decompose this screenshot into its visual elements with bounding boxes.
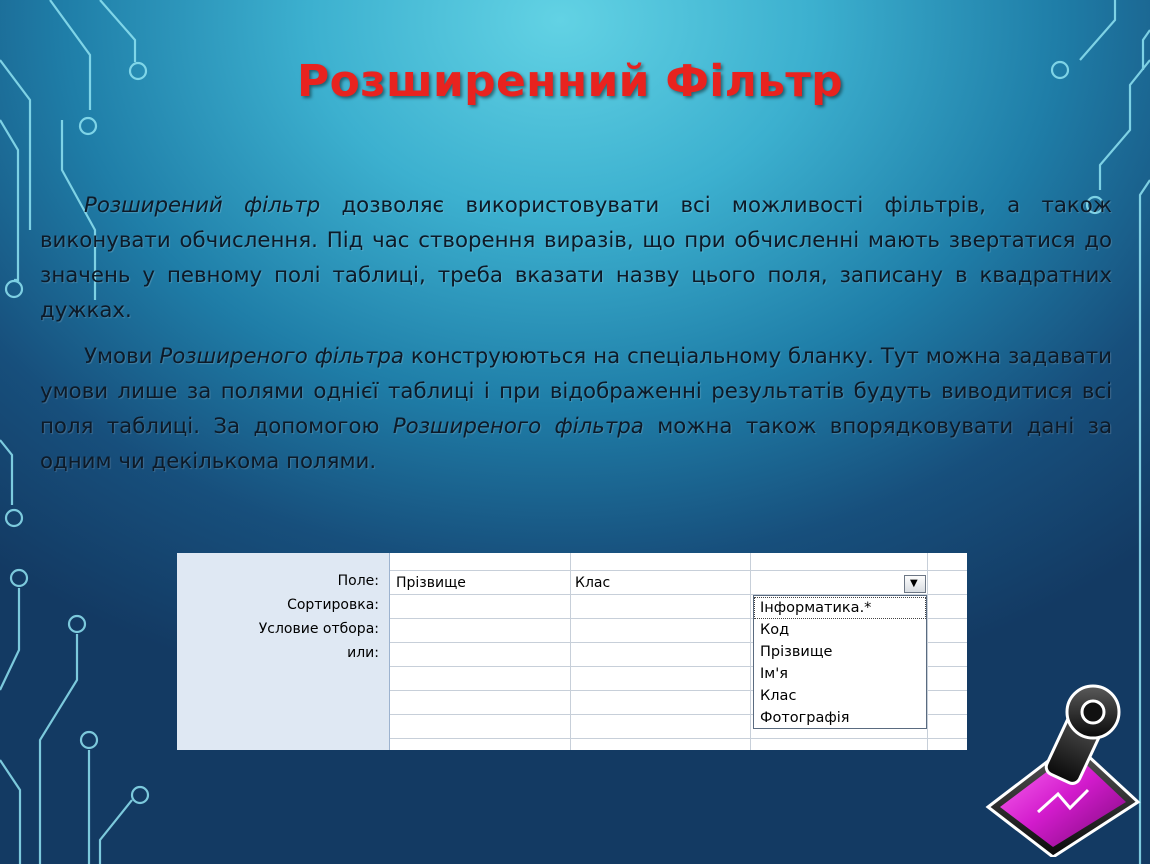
body-text (40, 188, 1112, 490)
paragraph-1-text: дозволяє використовувати всі можливості фільтрів, а також виконувати обчислення. Під час створення виразів, що при обчисленні мають звертатися до значень у певному полі таблиці, треба вказати назву цього поля, записану в квадратних дужках. (40, 193, 1112, 323)
paragraph-1-italic: Розширений фільтр (84, 193, 321, 218)
row-label-field: Поле: (337, 573, 379, 589)
dropdown-option[interactable]: Прізвище (760, 644, 833, 660)
dropdown-option[interactable]: Код (760, 622, 790, 638)
dropdown-option[interactable]: Інформатика.* (754, 597, 926, 619)
dropdown-option[interactable]: Фотографія (760, 710, 850, 726)
dropdown-option[interactable]: Клас (760, 688, 797, 704)
field-cell-2[interactable]: Клас (575, 575, 611, 591)
field-dropdown-list[interactable] (753, 595, 927, 729)
field-cell-1[interactable]: Прізвище (396, 575, 466, 591)
chevron-down-icon: ▼ (910, 578, 918, 589)
key-icon (978, 682, 1143, 857)
filter-design-grid (177, 553, 967, 750)
row-label-sort: Сортировка: (287, 597, 379, 613)
paragraph-2 (40, 339, 1112, 479)
paragraph-2-italic-2: Розширеного фільтра (392, 414, 644, 439)
field-dropdown-button[interactable] (904, 575, 926, 593)
paragraph-1 (40, 188, 1112, 328)
paragraph-2-italic-1: Розширеного фільтра (159, 344, 404, 369)
dropdown-option[interactable]: Ім'я (760, 666, 788, 682)
slide-title: Розширенний Фільтр (297, 56, 843, 107)
row-label-or: или: (347, 645, 379, 661)
paragraph-2-part-3: можна також впорядковувати дані за одним чи декількома полями. (40, 414, 1113, 474)
row-labels-panel (177, 553, 390, 750)
row-label-criteria: Условие отбора: (258, 621, 379, 637)
paragraph-2-part-2: конструюються на спеціальному бланку. Тут можна задавати умови лише за полями однієї таблиці і при відображенні результатів будуть виводитися всі поля таблиці. За допомогою (40, 344, 1112, 439)
paragraph-2-part-1: Умови (84, 344, 160, 369)
